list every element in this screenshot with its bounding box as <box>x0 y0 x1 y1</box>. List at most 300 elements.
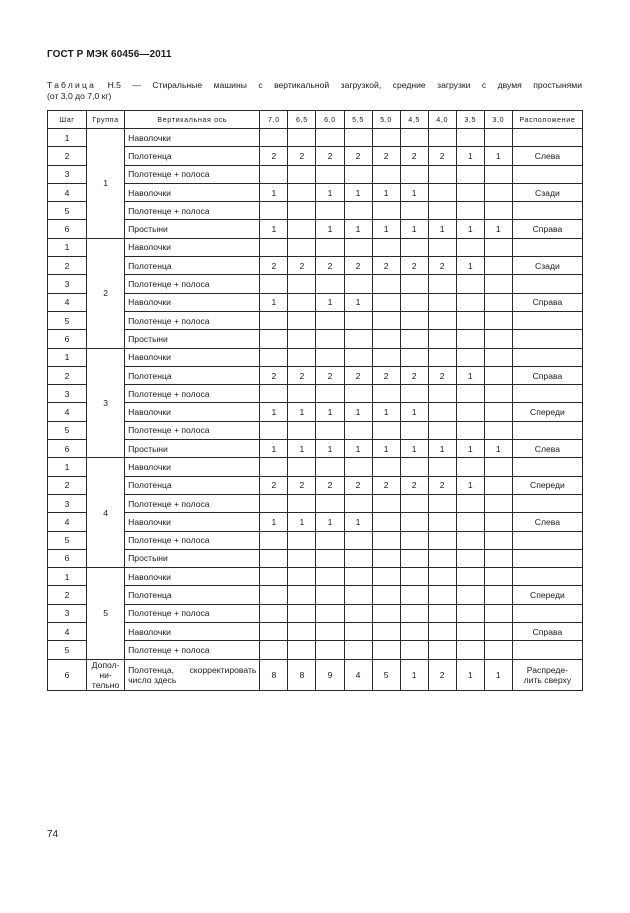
value-cell <box>316 348 344 366</box>
position-cell <box>512 531 582 549</box>
item-cell: Полотенца, скорректировать число здесь <box>125 659 260 690</box>
value-cell: 1 <box>400 440 428 458</box>
value-cell <box>288 275 316 293</box>
value-cell: 1 <box>400 183 428 201</box>
header-cell: 5,0 <box>372 111 400 129</box>
value-cell <box>260 385 288 403</box>
item-cell: Полотенце + полоса <box>125 165 260 183</box>
value-cell <box>484 275 512 293</box>
value-cell <box>484 238 512 256</box>
value-cell <box>316 275 344 293</box>
value-cell <box>484 330 512 348</box>
table-row <box>48 257 583 275</box>
value-cell <box>456 238 484 256</box>
value-cell: 2 <box>344 366 372 384</box>
value-cell <box>316 604 344 622</box>
value-cell <box>484 293 512 311</box>
item-cell: Полотенце + полоса <box>125 604 260 622</box>
value-cell <box>400 513 428 531</box>
table-row <box>48 238 583 256</box>
value-cell <box>344 129 372 147</box>
value-cell <box>400 623 428 641</box>
value-cell <box>400 311 428 329</box>
value-cell: 2 <box>288 366 316 384</box>
value-cell <box>288 293 316 311</box>
item-cell: Простыни <box>125 220 260 238</box>
value-cell <box>400 275 428 293</box>
value-cell <box>484 129 512 147</box>
value-cell <box>288 586 316 604</box>
item-cell: Наволочки <box>125 129 260 147</box>
step-cell: 3 <box>48 385 87 403</box>
value-cell <box>344 165 372 183</box>
value-cell <box>372 293 400 311</box>
value-cell <box>372 568 400 586</box>
value-cell <box>456 531 484 549</box>
value-cell <box>344 623 372 641</box>
position-cell <box>512 311 582 329</box>
value-cell <box>372 385 400 403</box>
value-cell: 1 <box>288 440 316 458</box>
value-cell <box>372 311 400 329</box>
value-cell <box>316 531 344 549</box>
value-cell: 1 <box>456 147 484 165</box>
value-cell <box>344 549 372 567</box>
value-cell <box>344 348 372 366</box>
table-row <box>48 549 583 567</box>
header-cell: Шаг <box>48 111 87 129</box>
table-body <box>48 129 583 691</box>
value-cell <box>428 604 456 622</box>
value-cell: 1 <box>456 476 484 494</box>
value-cell <box>428 623 456 641</box>
value-cell <box>260 275 288 293</box>
value-cell <box>456 275 484 293</box>
step-cell: 2 <box>48 476 87 494</box>
value-cell <box>456 330 484 348</box>
item-cell: Полотенце + полоса <box>125 311 260 329</box>
item-cell: Полотенце + полоса <box>125 202 260 220</box>
value-cell <box>456 494 484 512</box>
value-cell <box>428 494 456 512</box>
value-cell: 1 <box>344 513 372 531</box>
value-cell: 2 <box>344 257 372 275</box>
value-cell <box>428 513 456 531</box>
header-cell: 3,5 <box>456 111 484 129</box>
value-cell <box>260 238 288 256</box>
value-cell <box>372 421 400 439</box>
value-cell: 1 <box>484 220 512 238</box>
position-cell <box>512 458 582 476</box>
group-cell: 1 <box>87 129 125 239</box>
value-cell <box>372 641 400 659</box>
position-cell: Спереди <box>512 586 582 604</box>
table-row <box>48 202 583 220</box>
value-cell <box>316 238 344 256</box>
value-cell: 1 <box>344 440 372 458</box>
value-cell <box>288 238 316 256</box>
item-cell: Простыни <box>125 549 260 567</box>
value-cell <box>484 403 512 421</box>
header-cell: 3,0 <box>484 111 512 129</box>
step-cell: 6 <box>48 549 87 567</box>
value-cell <box>372 202 400 220</box>
position-cell <box>512 275 582 293</box>
item-cell: Наволочки <box>125 238 260 256</box>
position-cell: Справа <box>512 623 582 641</box>
loading-table <box>47 110 583 691</box>
value-cell <box>400 604 428 622</box>
value-cell <box>260 348 288 366</box>
value-cell <box>484 586 512 604</box>
value-cell <box>456 641 484 659</box>
value-cell <box>344 311 372 329</box>
item-cell: Полотенца <box>125 147 260 165</box>
value-cell: 1 <box>484 440 512 458</box>
step-cell: 5 <box>48 531 87 549</box>
value-cell: 2 <box>428 257 456 275</box>
item-cell: Полотенца <box>125 476 260 494</box>
value-cell: 1 <box>260 183 288 201</box>
value-cell <box>288 604 316 622</box>
value-cell <box>344 604 372 622</box>
value-cell: 2 <box>400 257 428 275</box>
value-cell <box>484 366 512 384</box>
step-cell: 3 <box>48 275 87 293</box>
value-cell <box>484 568 512 586</box>
step-cell: 1 <box>48 129 87 147</box>
step-cell: 1 <box>48 568 87 586</box>
position-cell <box>512 421 582 439</box>
item-cell: Наволочки <box>125 183 260 201</box>
value-cell: 4 <box>344 659 372 690</box>
value-cell <box>344 385 372 403</box>
value-cell: 2 <box>288 476 316 494</box>
value-cell <box>484 531 512 549</box>
value-cell <box>428 275 456 293</box>
table-row <box>48 293 583 311</box>
value-cell: 2 <box>288 147 316 165</box>
step-cell: 6 <box>48 330 87 348</box>
value-cell <box>344 568 372 586</box>
item-cell: Полотенце + полоса <box>125 275 260 293</box>
value-cell: 2 <box>428 476 456 494</box>
item-cell: Простыни <box>125 440 260 458</box>
value-cell <box>260 129 288 147</box>
value-cell <box>260 531 288 549</box>
value-cell <box>372 129 400 147</box>
value-cell <box>456 202 484 220</box>
header-cell: 6,0 <box>316 111 344 129</box>
value-cell <box>456 129 484 147</box>
value-cell <box>372 623 400 641</box>
value-cell <box>400 330 428 348</box>
value-cell <box>484 604 512 622</box>
position-cell: Справа <box>512 366 582 384</box>
value-cell: 1 <box>316 513 344 531</box>
value-cell <box>288 531 316 549</box>
value-cell <box>372 458 400 476</box>
item-cell: Наволочки <box>125 403 260 421</box>
value-cell <box>372 531 400 549</box>
value-cell: 1 <box>456 366 484 384</box>
value-cell <box>456 403 484 421</box>
value-cell <box>288 641 316 659</box>
caption-lead: Таблица <box>47 80 97 90</box>
value-cell <box>400 293 428 311</box>
value-cell <box>316 586 344 604</box>
value-cell: 2 <box>316 476 344 494</box>
value-cell <box>260 311 288 329</box>
value-cell <box>428 293 456 311</box>
table-row <box>48 403 583 421</box>
value-cell <box>260 458 288 476</box>
value-cell <box>400 494 428 512</box>
value-cell <box>428 348 456 366</box>
value-cell <box>484 311 512 329</box>
value-cell <box>484 513 512 531</box>
value-cell <box>428 183 456 201</box>
value-cell: 1 <box>400 220 428 238</box>
value-cell <box>456 586 484 604</box>
value-cell: 1 <box>400 659 428 690</box>
caption-title: Н.5 — Стиральные машины с вертикальной загрузкой, средние загрузки с двумя простынями <box>107 80 582 90</box>
value-cell: 2 <box>372 257 400 275</box>
item-cell: Наволочки <box>125 293 260 311</box>
step-cell: 6 <box>48 659 87 690</box>
value-cell <box>260 202 288 220</box>
value-cell <box>288 421 316 439</box>
page-number: 74 <box>47 829 59 840</box>
value-cell <box>484 348 512 366</box>
value-cell: 1 <box>372 440 400 458</box>
value-cell <box>316 494 344 512</box>
value-cell <box>456 458 484 476</box>
value-cell <box>316 421 344 439</box>
value-cell <box>288 183 316 201</box>
value-cell <box>428 202 456 220</box>
value-cell <box>456 623 484 641</box>
table-row <box>48 531 583 549</box>
position-cell <box>512 330 582 348</box>
value-cell <box>400 549 428 567</box>
value-cell <box>428 311 456 329</box>
table-row <box>48 220 583 238</box>
position-cell: Спереди <box>512 476 582 494</box>
value-cell <box>288 385 316 403</box>
position-cell <box>512 641 582 659</box>
table-row <box>48 165 583 183</box>
step-cell: 2 <box>48 586 87 604</box>
value-cell: 1 <box>456 440 484 458</box>
value-cell <box>344 531 372 549</box>
value-cell <box>260 421 288 439</box>
value-cell <box>400 385 428 403</box>
value-cell <box>288 220 316 238</box>
item-cell: Полотенца <box>125 257 260 275</box>
value-cell <box>288 165 316 183</box>
caption-line-2: (от 3,0 до 7,0 кг) <box>47 91 112 101</box>
group-cell: 4 <box>87 458 125 568</box>
value-cell <box>484 458 512 476</box>
value-cell: 2 <box>316 147 344 165</box>
value-cell: 1 <box>316 403 344 421</box>
value-cell <box>288 623 316 641</box>
value-cell <box>372 494 400 512</box>
value-cell <box>400 202 428 220</box>
table-caption <box>47 80 582 102</box>
header-cell: Группа <box>87 111 125 129</box>
value-cell <box>344 421 372 439</box>
position-cell: Справа <box>512 220 582 238</box>
header-cell: 7,0 <box>260 111 288 129</box>
value-cell <box>372 604 400 622</box>
step-cell: 4 <box>48 403 87 421</box>
value-cell <box>288 129 316 147</box>
value-cell <box>428 129 456 147</box>
value-cell <box>316 311 344 329</box>
step-cell: 1 <box>48 348 87 366</box>
value-cell <box>484 641 512 659</box>
value-cell: 1 <box>260 293 288 311</box>
value-cell: 1 <box>260 220 288 238</box>
value-cell: 2 <box>288 257 316 275</box>
value-cell: 2 <box>428 659 456 690</box>
header-cell: Расположение <box>512 111 582 129</box>
value-cell: 1 <box>316 183 344 201</box>
value-cell: 2 <box>344 147 372 165</box>
group-cell: Допол- ни- тельно <box>87 659 125 690</box>
position-cell <box>512 549 582 567</box>
position-cell <box>512 129 582 147</box>
step-cell: 6 <box>48 220 87 238</box>
value-cell <box>344 586 372 604</box>
step-cell: 1 <box>48 238 87 256</box>
value-cell <box>400 129 428 147</box>
position-cell <box>512 202 582 220</box>
value-cell: 1 <box>260 513 288 531</box>
position-cell <box>512 604 582 622</box>
value-cell <box>456 348 484 366</box>
header-cell: 6,5 <box>288 111 316 129</box>
value-cell <box>428 531 456 549</box>
value-cell: 2 <box>372 147 400 165</box>
value-cell: 8 <box>288 659 316 690</box>
value-cell <box>456 183 484 201</box>
value-cell <box>428 403 456 421</box>
item-cell: Полотенце + полоса <box>125 385 260 403</box>
value-cell <box>372 165 400 183</box>
value-cell: 1 <box>428 220 456 238</box>
value-cell: 2 <box>344 476 372 494</box>
value-cell <box>316 568 344 586</box>
value-cell: 1 <box>456 659 484 690</box>
value-cell <box>260 586 288 604</box>
value-cell <box>400 458 428 476</box>
value-cell: 2 <box>400 366 428 384</box>
table-row <box>48 147 583 165</box>
value-cell <box>484 385 512 403</box>
value-cell <box>372 330 400 348</box>
value-cell: 1 <box>344 293 372 311</box>
value-cell <box>428 385 456 403</box>
table-row <box>48 311 583 329</box>
value-cell: 8 <box>260 659 288 690</box>
table-row <box>48 641 583 659</box>
value-cell <box>344 641 372 659</box>
value-cell <box>428 165 456 183</box>
value-cell: 2 <box>260 476 288 494</box>
value-cell <box>344 238 372 256</box>
value-cell: 1 <box>344 183 372 201</box>
value-cell: 2 <box>400 147 428 165</box>
position-cell <box>512 385 582 403</box>
value-cell: 1 <box>288 513 316 531</box>
step-cell: 4 <box>48 623 87 641</box>
value-cell <box>400 238 428 256</box>
header-cell: 4,0 <box>428 111 456 129</box>
value-cell <box>260 641 288 659</box>
value-cell <box>484 183 512 201</box>
value-cell <box>484 257 512 275</box>
value-cell <box>344 275 372 293</box>
table-row <box>48 348 583 366</box>
value-cell <box>456 568 484 586</box>
value-cell <box>344 330 372 348</box>
item-cell: Полотенце + полоса <box>125 641 260 659</box>
value-cell <box>316 549 344 567</box>
table-row <box>48 586 583 604</box>
value-cell <box>316 330 344 348</box>
table-header-row <box>48 111 583 129</box>
value-cell: 1 <box>260 403 288 421</box>
table-row <box>48 458 583 476</box>
value-cell <box>428 549 456 567</box>
value-cell <box>400 586 428 604</box>
table-row <box>48 366 583 384</box>
item-cell: Наволочки <box>125 623 260 641</box>
value-cell <box>344 202 372 220</box>
value-cell: 2 <box>372 476 400 494</box>
value-cell <box>400 641 428 659</box>
value-cell <box>260 165 288 183</box>
value-cell <box>288 568 316 586</box>
value-cell <box>372 348 400 366</box>
value-cell <box>456 604 484 622</box>
value-cell <box>456 165 484 183</box>
item-cell: Полотенца <box>125 586 260 604</box>
step-cell: 2 <box>48 147 87 165</box>
value-cell <box>400 165 428 183</box>
value-cell <box>400 348 428 366</box>
value-cell <box>260 494 288 512</box>
step-cell: 5 <box>48 311 87 329</box>
group-cell: 2 <box>87 238 125 348</box>
value-cell: 1 <box>484 659 512 690</box>
table-row <box>48 604 583 622</box>
item-cell: Простыни <box>125 330 260 348</box>
value-cell <box>316 202 344 220</box>
step-cell: 5 <box>48 202 87 220</box>
value-cell <box>484 494 512 512</box>
value-cell <box>456 549 484 567</box>
value-cell: 1 <box>372 220 400 238</box>
value-cell <box>456 513 484 531</box>
table-row <box>48 129 583 147</box>
step-cell: 5 <box>48 421 87 439</box>
header-cell: Вертикальная ось <box>125 111 260 129</box>
value-cell: 2 <box>428 366 456 384</box>
